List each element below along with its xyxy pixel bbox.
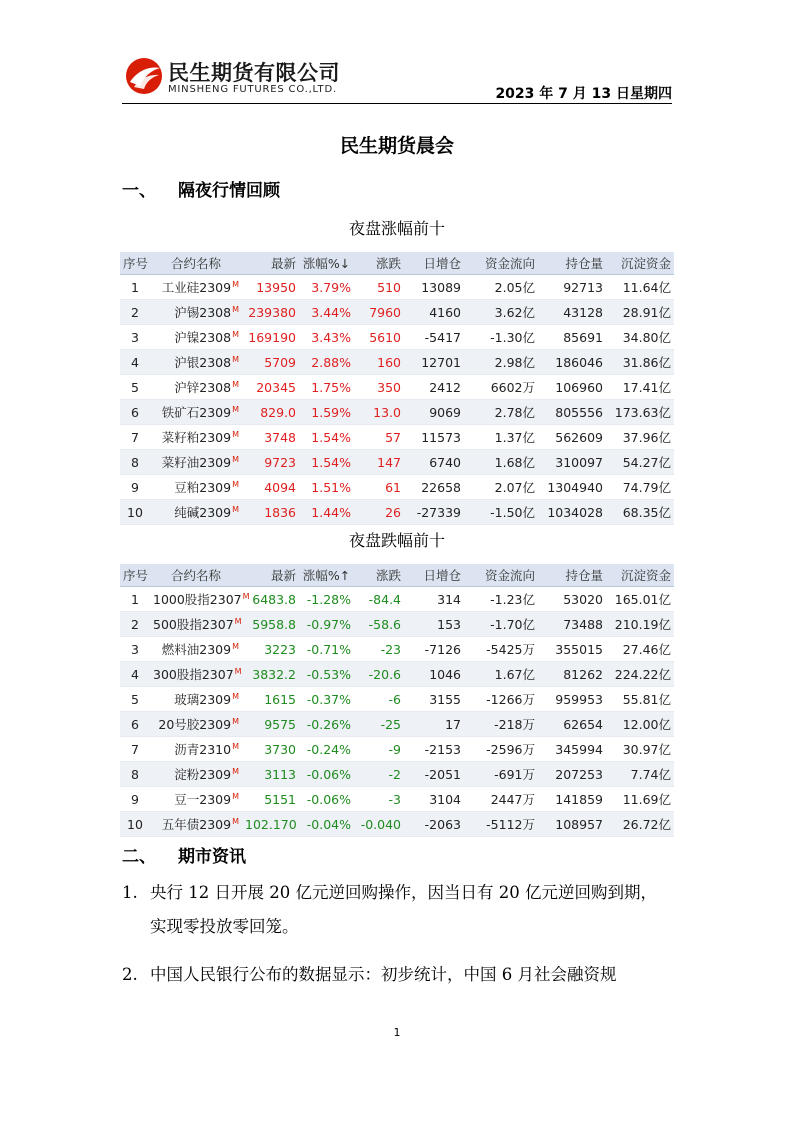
col-no: 序号 xyxy=(120,252,150,275)
table-row xyxy=(120,350,674,375)
cell-chg: 147 xyxy=(354,450,404,475)
contract-tag: M xyxy=(232,330,239,339)
cell-pct: -0.26% xyxy=(299,712,354,737)
cell-capital: 17.41亿 xyxy=(606,375,674,400)
cell-oi: 43128 xyxy=(538,300,606,325)
cell-capital: 7.74亿 xyxy=(606,762,674,787)
cell-last: 169190 xyxy=(242,325,299,350)
table-row xyxy=(120,375,674,400)
table-row xyxy=(120,325,674,350)
col-pct: 涨幅%↑ xyxy=(299,564,354,587)
cell-chg: 510 xyxy=(354,275,404,300)
contract-tag: M xyxy=(232,767,239,776)
cell-no: 7 xyxy=(120,737,150,762)
cell-chg: 57 xyxy=(354,425,404,450)
news-text-continued: 实现零投放零回笼。 xyxy=(150,917,299,936)
cell-capital: 165.01亿 xyxy=(606,587,674,612)
contract-tag: M xyxy=(232,355,239,364)
cell-last: 3223 xyxy=(242,637,299,662)
cell-pct: 1.51% xyxy=(299,475,354,500)
cell-flow: 3.62亿 xyxy=(464,300,538,325)
cell-no: 3 xyxy=(120,325,150,350)
cell-oi: 108957 xyxy=(538,812,606,837)
cell-oi: 1304940 xyxy=(538,475,606,500)
cell-capital: 34.80亿 xyxy=(606,325,674,350)
news-number: 1. xyxy=(122,883,138,902)
cell-flow: 2447万 xyxy=(464,787,538,812)
cell-oi-chg: 9069 xyxy=(404,400,464,425)
cell-pct: -0.37% xyxy=(299,687,354,712)
cell-chg: -25 xyxy=(354,712,404,737)
cell-flow: 2.07亿 xyxy=(464,475,538,500)
col-flow: 资金流向 xyxy=(464,252,538,275)
cell-pct: 1.75% xyxy=(299,375,354,400)
col-name: 合约名称 xyxy=(150,252,242,275)
cell-capital: 11.69亿 xyxy=(606,787,674,812)
cell-chg: 160 xyxy=(354,350,404,375)
cell-capital: 12.00亿 xyxy=(606,712,674,737)
section-title: 期市资讯 xyxy=(178,847,246,867)
cell-contract: 工业硅$2309^M$ xyxy=(150,275,242,300)
col-oi-chg: 日增仓 xyxy=(404,564,464,587)
cell-chg: -3 xyxy=(354,787,404,812)
cell-chg: -23 xyxy=(354,637,404,662)
cell-last: 5958.8 xyxy=(242,612,299,637)
cell-oi-chg: -5417 xyxy=(404,325,464,350)
cell-no: 7 xyxy=(120,425,150,450)
cell-chg: 61 xyxy=(354,475,404,500)
col-pct: 涨幅%↓ xyxy=(299,252,354,275)
section-heading-2 xyxy=(122,842,246,867)
page-number: 1 xyxy=(393,1026,401,1039)
cell-pct: -0.53% xyxy=(299,662,354,687)
cell-contract: 沪银$2308^M$ xyxy=(150,350,242,375)
cell-contract: 沥青$2310^M$ xyxy=(150,737,242,762)
cell-pct: 3.79% xyxy=(299,275,354,300)
table-row xyxy=(120,400,674,425)
cell-chg: -20.6 xyxy=(354,662,404,687)
cell-pct: 2.88% xyxy=(299,350,354,375)
cell-last: 3832.2 xyxy=(242,662,299,687)
cell-last: 5151 xyxy=(242,787,299,812)
company-logo xyxy=(124,56,364,100)
cell-last: 9575 xyxy=(242,712,299,737)
col-name: 合约名称 xyxy=(150,564,242,587)
cell-no: 1 xyxy=(120,275,150,300)
table-row xyxy=(120,812,674,837)
cell-contract: 沪镍$2308^M$ xyxy=(150,325,242,350)
cell-oi-chg: 13089 xyxy=(404,275,464,300)
cell-no: 9 xyxy=(120,475,150,500)
report-date: 2023 年 7 月 13 日星期四 xyxy=(495,86,672,102)
cell-pct: 3.43% xyxy=(299,325,354,350)
cell-oi-chg: -2153 xyxy=(404,737,464,762)
cell-capital: 210.19亿 xyxy=(606,612,674,637)
cell-pct: 1.44% xyxy=(299,500,354,525)
cell-last: 1836 xyxy=(242,500,299,525)
cell-no: 8 xyxy=(120,762,150,787)
cell-oi-chg: 1046 xyxy=(404,662,464,687)
cell-oi-chg: 17 xyxy=(404,712,464,737)
contract-tag: M xyxy=(232,642,239,651)
losers-table-title: 夜盘跌幅前十 xyxy=(348,531,445,550)
cell-pct: -1.28% xyxy=(299,587,354,612)
cell-no: 6 xyxy=(120,712,150,737)
contract-tag: M xyxy=(232,430,239,439)
cell-oi: 141859 xyxy=(538,787,606,812)
minsheng-logo-icon xyxy=(124,56,164,96)
table-row xyxy=(120,300,674,325)
cell-pct: -0.97% xyxy=(299,612,354,637)
cell-oi: 805556 xyxy=(538,400,606,425)
cell-last: 20345 xyxy=(242,375,299,400)
cell-last: 6483.8 xyxy=(242,587,299,612)
table-header-row xyxy=(120,252,674,275)
cell-oi-chg: 11573 xyxy=(404,425,464,450)
cell-oi: 310097 xyxy=(538,450,606,475)
cell-flow: -1266万 xyxy=(464,687,538,712)
cell-flow: 1.67亿 xyxy=(464,662,538,687)
cell-contract: 菜籽油$2309^M$ xyxy=(150,450,242,475)
cell-oi-chg: 314 xyxy=(404,587,464,612)
contract-tag: M xyxy=(234,617,242,626)
cell-oi: 85691 xyxy=(538,325,606,350)
cell-oi: 81262 xyxy=(538,662,606,687)
cell-last: 5709 xyxy=(242,350,299,375)
sort-desc-icon: ↓ xyxy=(339,256,351,271)
cell-contract: 铁矿石$2309^M$ xyxy=(150,400,242,425)
cell-pct: -0.06% xyxy=(299,787,354,812)
news-item-1 xyxy=(122,876,674,944)
cell-oi: 1034028 xyxy=(538,500,606,525)
cell-no: 2 xyxy=(120,612,150,637)
company-name-cn: 民生期货有限公司 xyxy=(168,61,340,85)
cell-pct: 1.54% xyxy=(299,450,354,475)
cell-oi-chg: 2412 xyxy=(404,375,464,400)
news-text: 中国人民银行公布的数据显示：初步统计，中国 6 月社会融资规 xyxy=(150,965,617,984)
col-oi: 持仓量 xyxy=(538,564,606,587)
cell-oi-chg: 4160 xyxy=(404,300,464,325)
contract-tag: M xyxy=(232,305,239,314)
cell-no: 4 xyxy=(120,662,150,687)
cell-contract: 豆一$2309^M$ xyxy=(150,787,242,812)
news-item-2 xyxy=(122,958,674,992)
cell-contract: 沪锡$2308^M$ xyxy=(150,300,242,325)
table-row xyxy=(120,687,674,712)
cell-oi-chg: 3155 xyxy=(404,687,464,712)
cell-contract: 豆粕$2309^M$ xyxy=(150,475,242,500)
cell-contract: 1000股指$2307^M$ xyxy=(150,587,242,612)
cell-last: 239380 xyxy=(242,300,299,325)
cell-no: 6 xyxy=(120,400,150,425)
cell-oi: 62654 xyxy=(538,712,606,737)
cell-flow: -1.70亿 xyxy=(464,612,538,637)
gainers-table xyxy=(120,252,674,525)
cell-no: 10 xyxy=(120,812,150,837)
col-no: 序号 xyxy=(120,564,150,587)
cell-capital: 11.64亿 xyxy=(606,275,674,300)
cell-last: 4094 xyxy=(242,475,299,500)
cell-oi: 186046 xyxy=(538,350,606,375)
cell-last: 3113 xyxy=(242,762,299,787)
cell-flow: 2.05亿 xyxy=(464,275,538,300)
cell-capital: 55.81亿 xyxy=(606,687,674,712)
cell-no: 1 xyxy=(120,587,150,612)
gainers-table-title: 夜盘涨幅前十 xyxy=(348,219,445,238)
table-row xyxy=(120,425,674,450)
col-last: 最新 xyxy=(242,564,299,587)
cell-chg: -58.6 xyxy=(354,612,404,637)
cell-flow: 6602万 xyxy=(464,375,538,400)
contract-tag: M xyxy=(232,505,239,514)
section-number: 二、 xyxy=(122,847,156,867)
cell-oi: 355015 xyxy=(538,637,606,662)
cell-last: 102.170 xyxy=(242,812,299,837)
cell-contract: 300股指$2307^M$ xyxy=(150,662,242,687)
cell-flow: 1.37亿 xyxy=(464,425,538,450)
cell-chg: -9 xyxy=(354,737,404,762)
cell-oi: 562609 xyxy=(538,425,606,450)
table-row xyxy=(120,737,674,762)
cell-capital: 30.97亿 xyxy=(606,737,674,762)
cell-oi: 92713 xyxy=(538,275,606,300)
contract-tag: M xyxy=(232,280,239,289)
col-chg: 涨跌 xyxy=(354,564,404,587)
cell-pct: -0.04% xyxy=(299,812,354,837)
cell-pct: -0.24% xyxy=(299,737,354,762)
col-flow: 资金流向 xyxy=(464,564,538,587)
cell-contract: 淀粉$2309^M$ xyxy=(150,762,242,787)
losers-table xyxy=(120,564,674,837)
cell-pct: 1.59% xyxy=(299,400,354,425)
cell-oi: 959953 xyxy=(538,687,606,712)
news-number: 2. xyxy=(122,965,138,984)
cell-pct: 1.54% xyxy=(299,425,354,450)
col-last: 最新 xyxy=(242,252,299,275)
cell-no: 3 xyxy=(120,637,150,662)
cell-chg: -0.040 xyxy=(354,812,404,837)
cell-contract: 玻璃$2309^M$ xyxy=(150,687,242,712)
cell-chg: 26 xyxy=(354,500,404,525)
cell-contract: 沪锌$2308^M$ xyxy=(150,375,242,400)
company-name-en: MINSHENG FUTURES CO.,LTD. xyxy=(168,84,337,95)
cell-oi: 73488 xyxy=(538,612,606,637)
cell-chg: -6 xyxy=(354,687,404,712)
table-header-row xyxy=(120,564,674,587)
table-row xyxy=(120,787,674,812)
cell-flow: -5112万 xyxy=(464,812,538,837)
cell-capital: 224.22亿 xyxy=(606,662,674,687)
section-heading-1 xyxy=(122,176,280,201)
contract-tag: M xyxy=(232,717,239,726)
table-row xyxy=(120,612,674,637)
cell-no: 10 xyxy=(120,500,150,525)
cell-capital: 173.63亿 xyxy=(606,400,674,425)
cell-oi-chg: 3104 xyxy=(404,787,464,812)
cell-capital: 26.72亿 xyxy=(606,812,674,837)
cell-flow: 2.98亿 xyxy=(464,350,538,375)
contract-tag: M xyxy=(232,405,239,414)
news-text: 央行 12 日开展 20 亿元逆回购操作，因当日有 20 亿元逆回购到期， xyxy=(150,883,657,902)
col-oi: 持仓量 xyxy=(538,252,606,275)
contract-tag: M xyxy=(232,792,239,801)
cell-oi-chg: 6740 xyxy=(404,450,464,475)
contract-tag: M xyxy=(232,455,239,464)
cell-capital: 31.86亿 xyxy=(606,350,674,375)
table-row xyxy=(120,450,674,475)
cell-no: 5 xyxy=(120,687,150,712)
cell-flow: -1.50亿 xyxy=(464,500,538,525)
cell-no: 9 xyxy=(120,787,150,812)
contract-tag: M xyxy=(232,742,239,751)
table-row xyxy=(120,500,674,525)
cell-flow: 2.78亿 xyxy=(464,400,538,425)
cell-flow: -1.23亿 xyxy=(464,587,538,612)
cell-capital: 54.27亿 xyxy=(606,450,674,475)
cell-chg: -84.4 xyxy=(354,587,404,612)
col-capital: 沉淀资金 xyxy=(606,564,674,587)
table-row xyxy=(120,762,674,787)
cell-last: 9723 xyxy=(242,450,299,475)
cell-contract: 20号胶$2309^M$ xyxy=(150,712,242,737)
cell-last: 3730 xyxy=(242,737,299,762)
cell-no: 5 xyxy=(120,375,150,400)
contract-tag: M xyxy=(234,667,242,676)
table-row xyxy=(120,275,674,300)
cell-contract: 燃料油$2309^M$ xyxy=(150,637,242,662)
cell-oi-chg: -7126 xyxy=(404,637,464,662)
section-title: 隔夜行情回顾 xyxy=(178,181,280,201)
table-row xyxy=(120,662,674,687)
cell-pct: -0.06% xyxy=(299,762,354,787)
document-title: 民生期货晨会 xyxy=(339,135,454,157)
cell-flow: -218万 xyxy=(464,712,538,737)
cell-oi: 53020 xyxy=(538,587,606,612)
cell-flow: 1.68亿 xyxy=(464,450,538,475)
cell-pct: 3.44% xyxy=(299,300,354,325)
contract-tag: M xyxy=(232,692,239,701)
cell-oi-chg: 12701 xyxy=(404,350,464,375)
cell-last: 829.0 xyxy=(242,400,299,425)
cell-last: 1615 xyxy=(242,687,299,712)
cell-contract: 五年债$2309^M$ xyxy=(150,812,242,837)
sort-asc-icon: ↑ xyxy=(339,568,351,583)
header-divider xyxy=(122,103,672,104)
cell-no: 8 xyxy=(120,450,150,475)
table-row xyxy=(120,712,674,737)
cell-flow: -5425万 xyxy=(464,637,538,662)
cell-oi: 106960 xyxy=(538,375,606,400)
cell-no: 4 xyxy=(120,350,150,375)
cell-capital: 37.96亿 xyxy=(606,425,674,450)
cell-oi-chg: -2063 xyxy=(404,812,464,837)
col-chg: 涨跌 xyxy=(354,252,404,275)
col-oi-chg: 日增仓 xyxy=(404,252,464,275)
cell-capital: 74.79亿 xyxy=(606,475,674,500)
cell-oi: 345994 xyxy=(538,737,606,762)
cell-oi-chg: -27339 xyxy=(404,500,464,525)
cell-flow: -2596万 xyxy=(464,737,538,762)
cell-oi-chg: 153 xyxy=(404,612,464,637)
col-capital: 沉淀资金 xyxy=(606,252,674,275)
cell-no: 2 xyxy=(120,300,150,325)
cell-contract: 500股指$2307^M$ xyxy=(150,612,242,637)
contract-tag: M xyxy=(242,592,250,601)
table-row xyxy=(120,587,674,612)
cell-last: 3748 xyxy=(242,425,299,450)
table-row xyxy=(120,637,674,662)
contract-tag: M xyxy=(232,480,239,489)
table-row xyxy=(120,475,674,500)
cell-flow: -691万 xyxy=(464,762,538,787)
cell-oi-chg: -2051 xyxy=(404,762,464,787)
cell-last: 13950 xyxy=(242,275,299,300)
cell-oi: 207253 xyxy=(538,762,606,787)
section-number: 一、 xyxy=(122,181,156,201)
cell-oi-chg: 22658 xyxy=(404,475,464,500)
cell-pct: -0.71% xyxy=(299,637,354,662)
cell-flow: -1.30亿 xyxy=(464,325,538,350)
cell-chg: 5610 xyxy=(354,325,404,350)
cell-chg: -2 xyxy=(354,762,404,787)
cell-contract: 纯碱$2309^M$ xyxy=(150,500,242,525)
cell-contract: 菜籽粕$2309^M$ xyxy=(150,425,242,450)
contract-tag: M xyxy=(232,817,239,826)
cell-capital: 68.35亿 xyxy=(606,500,674,525)
cell-chg: 7960 xyxy=(354,300,404,325)
cell-chg: 13.0 xyxy=(354,400,404,425)
contract-tag: M xyxy=(232,380,239,389)
cell-capital: 27.46亿 xyxy=(606,637,674,662)
cell-chg: 350 xyxy=(354,375,404,400)
cell-capital: 28.91亿 xyxy=(606,300,674,325)
